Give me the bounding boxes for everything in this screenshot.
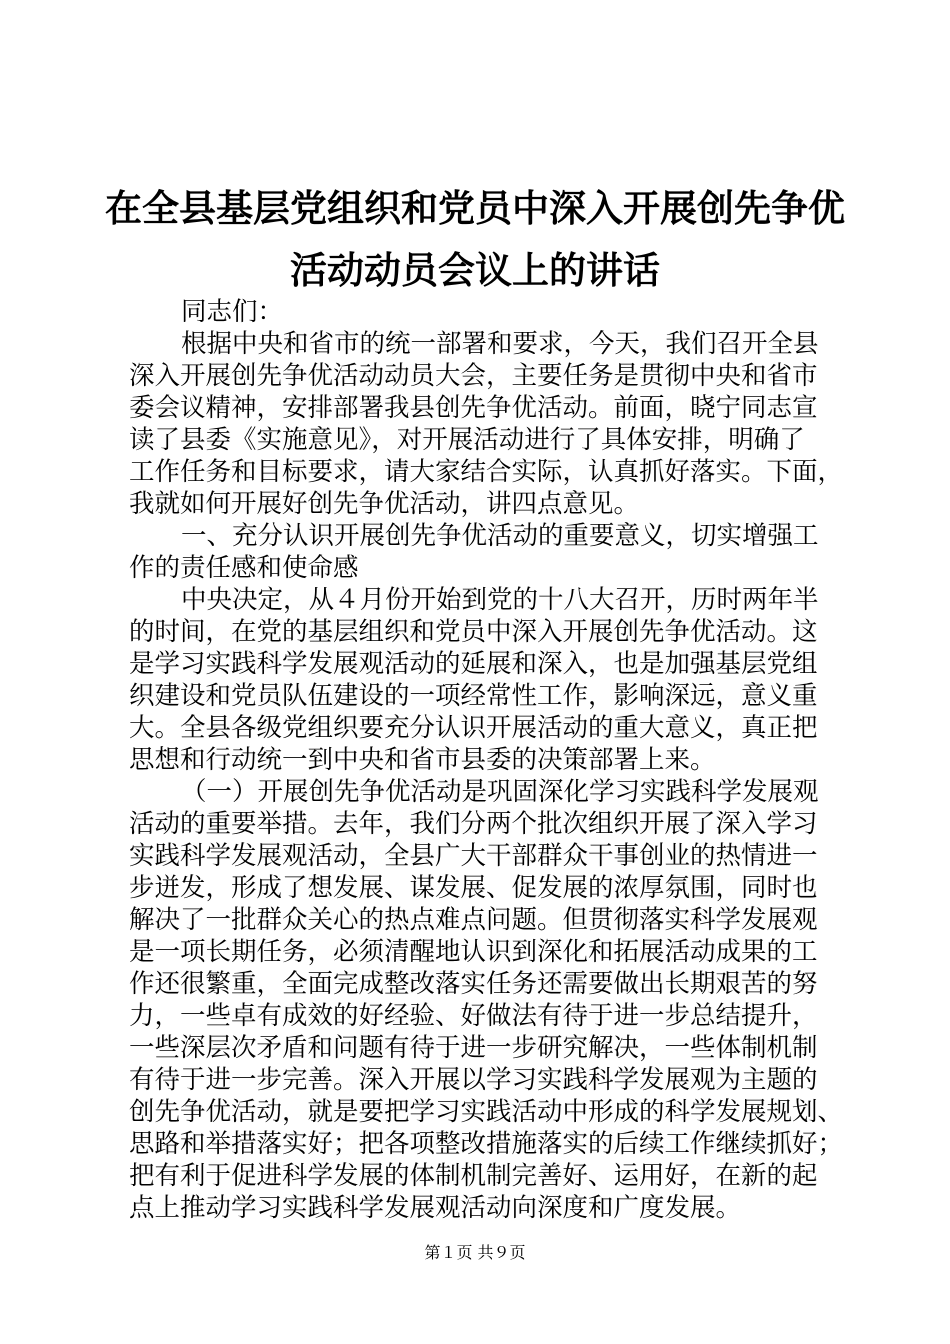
body-line: 中央决定，从４月份开始到党的十八大召开，历时两年半 [181,585,819,615]
body-line: 作还很繁重，全面完成整改落实任务还需要做出长期艰苦的努 [129,969,818,999]
section-heading-line: 一、充分认识开展创先争优活动的重要意义，切实增强工 [181,521,819,551]
body-line: 深入开展创先争优活动动员大会，主要任务是贯彻中央和省市 [129,361,818,391]
body-line: 点上推动学习实践科学发展观活动向深度和广度发展。 [129,1193,742,1223]
body-line: 创先争优活动，就是要把学习实践活动中形成的科学发展规划、 [129,1097,844,1127]
body-line: 的时间，在党的基层组织和党员中深入开展创先争优活动。这 [129,617,818,647]
body-line: 大。全县各级党组织要充分认识开展活动的重大意义，真正把 [129,713,818,743]
body-line: 有待于进一步完善。深入开展以学习实践科学发展观为主题的 [129,1065,818,1095]
document-body [129,296,844,1224]
body-line: 活动的重要举措。去年，我们分两个批次组织开展了深入学习 [129,809,818,839]
body-line: 读了县委《实施意见》，对开展活动进行了具体安排，明确了 [129,425,805,455]
body-line: 根据中央和省市的统一部署和要求，今天，我们召开全县 [181,329,819,359]
body-line: 我就如何开展好创先争优活动，讲四点意见。 [129,489,640,519]
body-line: （一）开展创先争优活动是巩固深化学习实践科学发展观 [181,777,819,807]
body-line: 力，一些卓有成效的好经验、好做法有待于进一步总结提升， [129,1001,818,1031]
body-line: 是一项长期任务，必须清醒地认识到深化和拓展活动成果的工 [129,937,818,967]
body-line: 一些深层次矛盾和问题有待于进一步研究解决，一些体制机制 [129,1033,818,1063]
body-line: 把有利于促进科学发展的体制机制完善好、运用好，在新的起 [129,1161,818,1191]
body-line: 织建设和党员队伍建设的一项经常性工作，影响深远，意义重 [129,681,818,711]
body-line: 思路和举措落实好；把各项整改措施落实的后续工作继续抓好； [129,1129,844,1159]
salutation: 同志们： [181,297,284,327]
body-line: 步迸发，形成了想发展、谋发展、促发展的浓厚氛围，同时也 [129,873,818,903]
page-number-footer: 第１页 共９页 [424,1243,526,1262]
body-line: 工作任务和目标要求，请大家结合实际，认真抓好落实。下面， [129,457,844,487]
body-line: 是学习实践科学发展观活动的延展和深入，也是加强基层党组 [129,649,818,679]
body-line: 解决了一批群众关心的热点难点问题。但贯彻落实科学发展观 [129,905,818,935]
document-title-line-2: 活动动员会议上的讲话 [290,249,660,292]
document-title-line-1: 在全县基层党组织和党员中深入开展创先争优 [105,187,845,230]
body-line: 委会议精神，安排部署我县创先争优活动。前面，晓宁同志宣 [129,393,818,423]
body-line: 实践科学发展观活动，全县广大干部群众干事创业的热情进一 [129,841,818,871]
body-line: 思想和行动统一到中央和省市县委的决策部署上来。 [129,745,716,775]
section-heading-line: 作的责任感和使命感 [129,553,359,583]
